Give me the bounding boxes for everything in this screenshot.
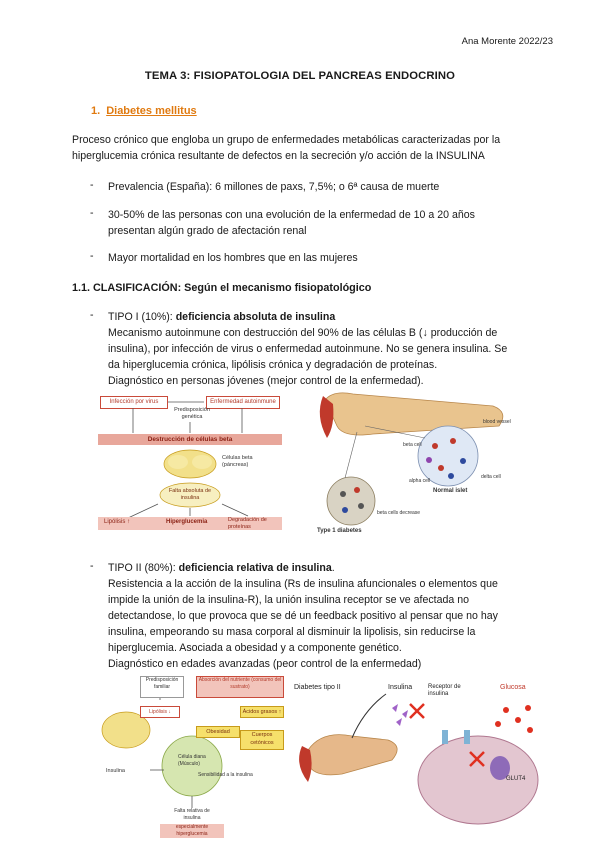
page-title: TEMA 3: FISIOPATOLOGIA DEL PANCREAS ENDOCRINO	[144, 70, 456, 82]
ketones-box: Cuerpos cetónicos	[240, 730, 284, 750]
tipo2-line: detectandose, lo que provoca que se dé un feedback positivo al pensar que no hay	[108, 610, 498, 622]
tipo1-line: Mecanismo autoinmune con destrucción del 90% de las células Β (↓ producción de	[108, 327, 498, 339]
t2-glucose-label: Glucosa	[500, 684, 526, 691]
bullet-dash: -	[90, 250, 94, 262]
cell-dot	[438, 465, 444, 471]
blood-vessel-label: blood vessel	[483, 419, 511, 425]
bullet-dash: -	[90, 207, 94, 219]
type1-flow-diagram	[98, 392, 282, 532]
tipo2-prefix: TIPO II (80%):	[108, 562, 179, 574]
infection-box: Infección por virus	[100, 396, 168, 409]
cell-dot	[358, 503, 364, 509]
classification-heading: 1.1. CLASIFICACIÓN: Según el mecanismo fisiopatológico	[72, 282, 372, 294]
bullet-dash: -	[90, 179, 94, 191]
predisposition-label: Predisposición genética	[174, 407, 210, 420]
bullet-line: 30-50% de las personas con una evolución de la enfermedad de 10 a 20 años	[108, 209, 475, 221]
tipo1-line: insulina), por infección de virus o enfermedad autoinmune. No se genera insulina. Se	[108, 343, 508, 355]
tipo2-bold: deficiencia relativa de insulina	[178, 562, 332, 574]
sensitivity-label: Sensibilidad a la insulina	[198, 772, 253, 778]
delta-cell-label: delta cell	[481, 474, 501, 480]
hyperglycemia-label: Hiperglucemia	[166, 519, 208, 525]
glucose-dot	[503, 707, 509, 713]
receptor-icon	[442, 730, 448, 744]
cell-dot	[450, 438, 456, 444]
tipo2-line: insulina, empeorando su masa corporal al disminuir la lipolisis, sin reducirse la	[108, 626, 476, 638]
tipo2-line: Resistencia a la acción de la insulina (Rs de insulina afuncionales o elementos que	[108, 578, 498, 590]
tipo1-bold: deficiencia absoluta de insulina	[175, 311, 336, 323]
pancreas-shape	[308, 735, 397, 775]
t2-receptor-label: Receptor de insulina	[428, 684, 461, 697]
type1-islet-circle	[327, 477, 375, 525]
bullet-mortalidad	[108, 250, 528, 266]
cell-dot	[426, 457, 432, 463]
intro-line: Proceso crónico que engloba un grupo de enfermedades metabólicas caracterizadas por la	[72, 134, 501, 146]
cell-dot	[354, 487, 360, 493]
intro-line: hiperglucemia crónica resultante de defectos en la secreción y/o acción de la INSULINA	[72, 150, 485, 162]
glucose-dot	[527, 727, 533, 733]
normal-islet-circle	[418, 426, 478, 486]
beta-decrease-label: beta cells decrease	[377, 510, 421, 516]
beta-cell-label: beta cell	[403, 442, 422, 448]
autoimmune-box: Enfermedad autoinmune	[206, 396, 280, 409]
t2-insulin-label: Insulina	[388, 684, 413, 691]
type2-illustration	[292, 680, 540, 832]
predisposition-box: Predisposición familiar	[140, 676, 184, 698]
cell-dot	[460, 458, 466, 464]
type2-figure	[292, 680, 540, 832]
alpha-cell-label: alpha cell	[409, 478, 431, 484]
t2-figure-title: Diabetes tipo II	[294, 684, 341, 691]
secretion-arrow	[352, 694, 386, 738]
cell-dot	[448, 473, 454, 479]
target-cell-label: Célula diana (Músculo)	[178, 754, 206, 767]
t2-glut-label: GLUT4	[506, 776, 526, 782]
tipo1-line: da hiperglucemia crónica, lipólisis crónica y degradación de proteínas.	[108, 359, 438, 371]
bullet-line: Prevalencia (España): 6 millones de paxs, 7,5%; o 6ª causa de muerte	[108, 181, 440, 193]
bullet-line: Mayor mortalidad en los hombres que en las mujeres	[108, 252, 358, 264]
tipo2-line: hiperglucemia. Asociada a obesidad y a componente genético.	[108, 642, 402, 654]
section-number: 1.	[91, 105, 101, 117]
obesity-box: Obesidad	[196, 726, 240, 738]
tipo2-block	[108, 560, 528, 672]
tipo2-period: .	[331, 562, 335, 574]
insulin-molecule	[392, 704, 398, 712]
tipo1-line: Diagnóstico en personas jóvenes (mejor control de la enfermedad).	[108, 375, 424, 387]
arrow	[222, 504, 248, 516]
arrow	[128, 504, 158, 518]
section-label: Diabetes mellitus	[106, 105, 197, 117]
lack-label: Falta absoluta de insulina	[168, 488, 212, 501]
fatty-acids-box: Ácidos grasos ↑	[240, 706, 284, 718]
cell-dot	[432, 443, 438, 449]
section-heading-diabetes	[91, 105, 197, 117]
glucose-dot	[515, 717, 521, 723]
proteins-label: Degradación de proteínas	[228, 517, 267, 530]
pointer-line	[345, 432, 357, 478]
bullet-dash: -	[90, 309, 94, 321]
glucose-dot	[525, 705, 531, 711]
islet-figure	[313, 386, 513, 538]
pancreas-lobe-icon	[192, 455, 212, 469]
bullet-line: presentan algún grado de afectación renal	[108, 225, 307, 237]
bullet-renal	[108, 207, 528, 239]
destruction-bar: Destrucción de células beta	[98, 434, 282, 445]
insulin-molecule	[402, 710, 408, 718]
pancreas-shape	[325, 393, 503, 435]
tipo1-prefix: TIPO I (10%):	[108, 311, 176, 323]
tipo1-block	[108, 309, 528, 389]
bullet-prevalencia	[108, 179, 528, 195]
receptor-icon	[464, 730, 470, 744]
lipolysis-box: Lipólisis ↓	[140, 706, 180, 718]
type1-caption: Type 1 diabetes	[317, 528, 362, 534]
absorption-box: Absorción del nutriente (consumo del sustrato)	[196, 676, 284, 698]
insulin-molecule	[396, 718, 402, 726]
hyper-box: especialmente hiperglucemia	[160, 824, 224, 838]
tipo2-line: Diagnóstico en edades avanzadas (peor control de la enfermedad)	[108, 658, 422, 670]
cell-dot	[340, 491, 346, 497]
duodenum-shape	[299, 746, 312, 782]
lipolysis-label: Lipólisis ↑	[104, 519, 131, 525]
bullet-dash: -	[90, 560, 94, 572]
beta-cells-label: Células beta (páncreas)	[222, 455, 253, 468]
intro-paragraph	[72, 132, 532, 164]
lack-label: Falta relativa de insulina	[174, 808, 210, 821]
pancreas-lobe-icon	[168, 455, 188, 469]
type2-flow-diagram	[100, 674, 286, 838]
tipo2-line: impide la unión de la insulina-R), la unión insulina receptor se ve afectada no	[108, 594, 469, 606]
normal-islet-label: Normal islet	[433, 488, 468, 494]
glucose-dot	[495, 721, 501, 727]
cell-dot	[342, 507, 348, 513]
insulin-label: Insulina	[106, 768, 125, 774]
author-label: Ana Morente 2022/23	[461, 36, 553, 47]
